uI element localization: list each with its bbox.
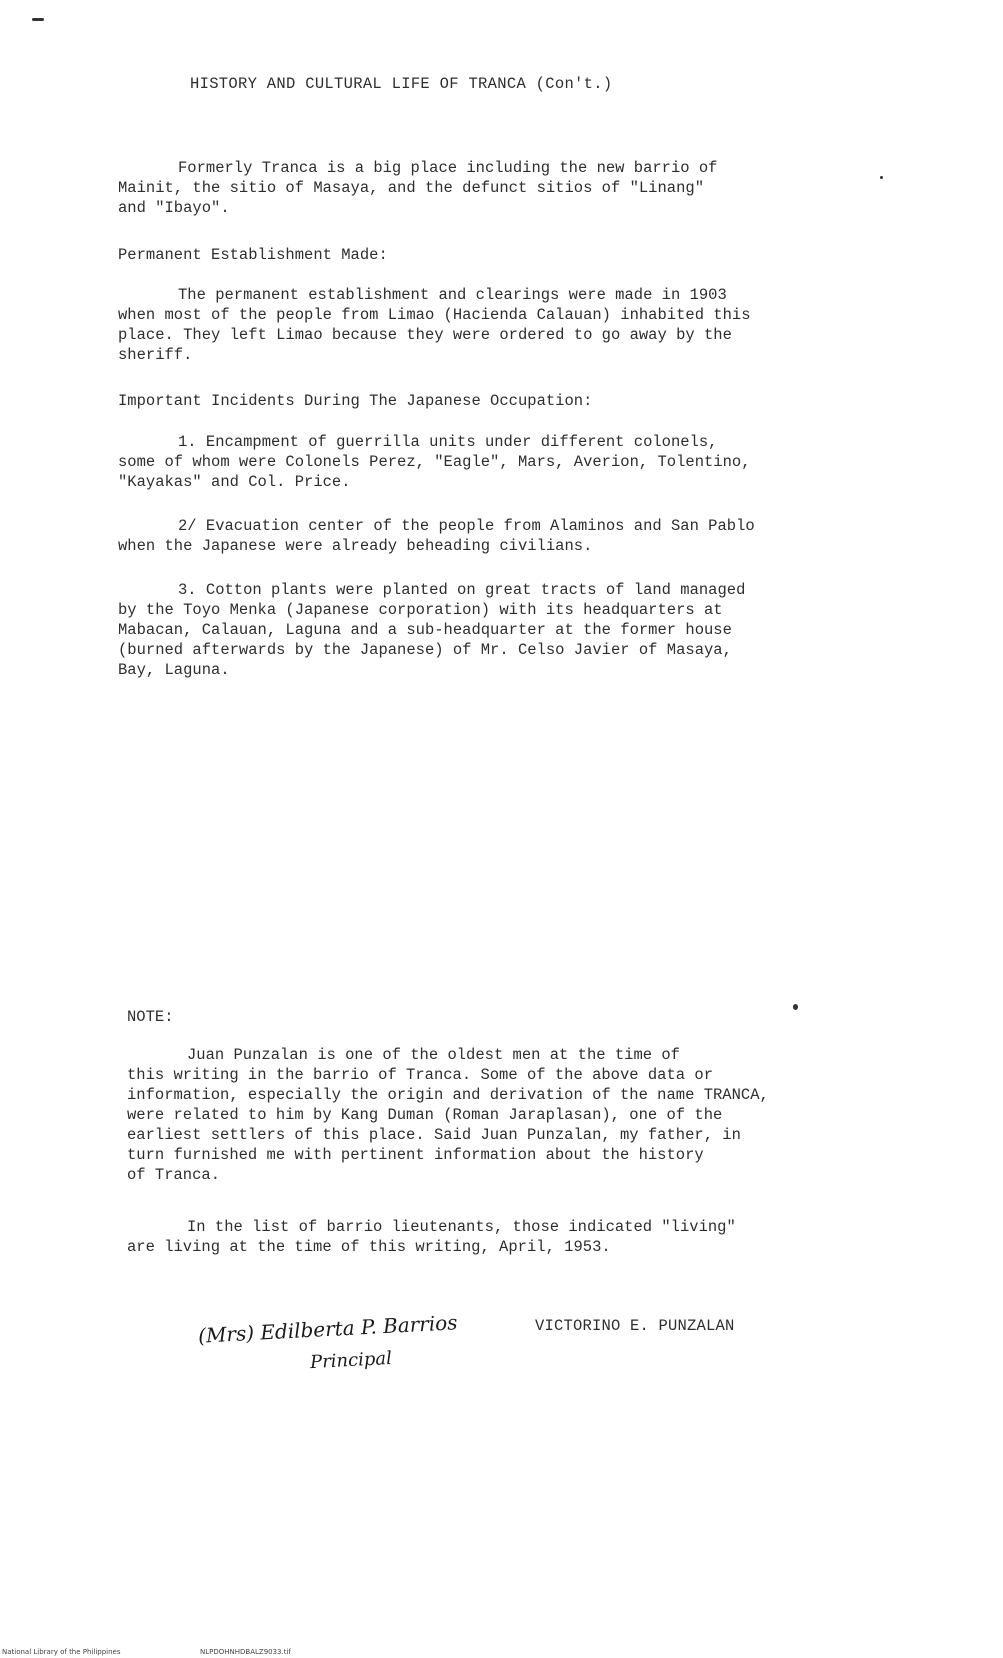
note-paragraph: Juan Punzalan is one of the oldest men at the time of this writing in the barrio of Tranca. Some of the above data or information, especially the origin and derivation of the name TRANCA, were related to him by Kang Duman (Roman Jaraplasan), one of the earliest settlers of this place. Said Juan Punzalan, my father, in turn furnished me with pertinent information about the history of Tranca.	[127, 1046, 769, 1184]
intro-paragraph: Formerly Tranca is a big place including the new barrio of Mainit, the sitio of Masaya, and the defunct sitios of "Linang" and "Ibayo".	[118, 159, 718, 217]
scan-speck	[793, 1004, 798, 1010]
page-title: HISTORY AND CULTURAL LIFE OF TRANCA (Con't.)	[190, 75, 613, 93]
incidents-heading: Important Incidents During The Japanese Occupation:	[118, 392, 593, 410]
footer-file-id: NLPDOHNHDBALZ9033.tif	[200, 1648, 291, 1656]
footer-library: National Library of the Philippines	[2, 1648, 121, 1656]
scan-mark	[32, 18, 44, 21]
establishment-paragraph: The permanent establishment and clearings were made in 1903 when most of the people from Limao (Hacienda Calauan) inhabited this place. They left Limao because they were ordered to go away by the sheriff.	[118, 286, 751, 364]
incident-item: 3. Cotton plants were planted on great tracts of land managed by the Toyo Menka (Japanese corporation) with its headquarters at Mabacan, Calauan, Laguna and a sub-headquarter at the former house (burned afterwards by the Japanese) of Mr. Celso Javier of Masaya, Bay, Laguna.	[118, 581, 746, 679]
incident-item: 1. Encampment of guerrilla units under different colonels, some of whom were Colonels Perez, "Eagle", Mars, Averion, Tolentino, "Kayakas" and Col. Price.	[118, 433, 751, 491]
handwritten-title: Principal	[309, 1347, 393, 1374]
note-heading: NOTE:	[127, 1008, 174, 1026]
handwritten-signature: (Mrs) Edilberta P. Barrios	[197, 1310, 458, 1348]
note-paragraph: In the list of barrio lieutenants, those indicated "living" are living at the time of this writing, April, 1953.	[127, 1218, 736, 1256]
typed-signatory-name: VICTORINO E. PUNZALAN	[535, 1317, 735, 1335]
incident-item: 2/ Evacuation center of the people from Alaminos and San Pablo when the Japanese were already beheading civilians.	[118, 517, 755, 555]
scan-speck	[880, 176, 883, 179]
establishment-heading: Permanent Establishment Made:	[118, 246, 388, 264]
